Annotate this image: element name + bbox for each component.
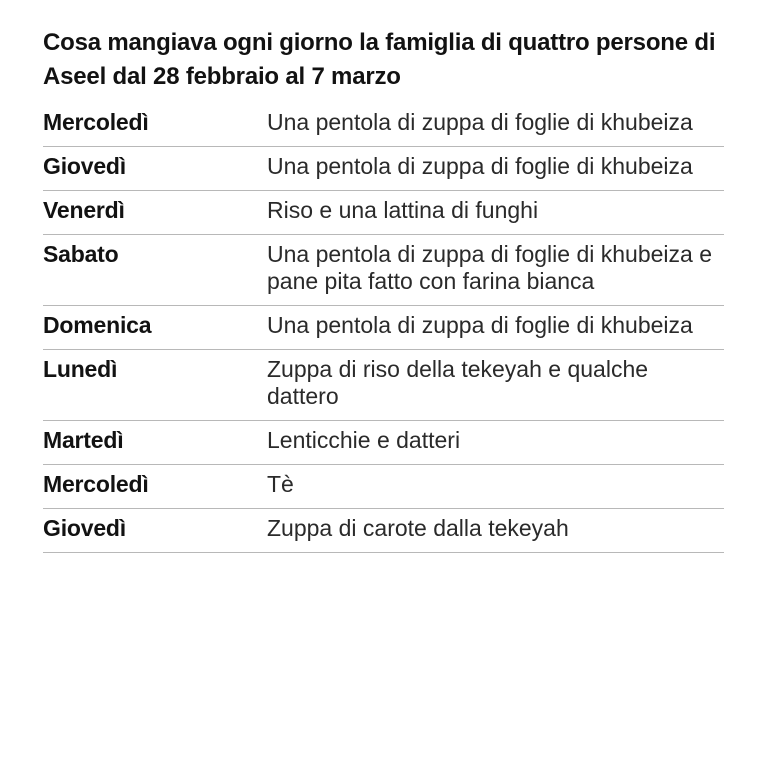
meal-table — [43, 103, 724, 553]
meal-cell: Una pentola di zuppa di foglie di khubeiza — [267, 306, 724, 350]
day-cell: Giovedì — [43, 147, 267, 191]
table-row — [43, 103, 724, 147]
day-cell: Martedì — [43, 421, 267, 465]
table-row — [43, 350, 724, 421]
meal-cell: Lenticchie e datteri — [267, 421, 724, 465]
meal-cell: Tè — [267, 465, 724, 509]
meal-cell: Una pentola di zuppa di foglie di khubeiza — [267, 103, 724, 147]
table-row — [43, 465, 724, 509]
table-row — [43, 306, 724, 350]
meal-cell: Zuppa di riso della tekeyah e qualche dattero — [267, 350, 724, 421]
day-cell: Venerdì — [43, 191, 267, 235]
meal-cell: Riso e una lattina di funghi — [267, 191, 724, 235]
meal-cell: Una pentola di zuppa di foglie di khubeiza e pane pita fatto con farina bianca — [267, 235, 724, 306]
table-row — [43, 147, 724, 191]
day-cell: Lunedì — [43, 350, 267, 421]
table-row — [43, 235, 724, 306]
page-title: Cosa mangiava ogni giorno la famiglia di quattro persone di Aseel dal 28 febbraio al 7 marzo — [43, 29, 716, 90]
meal-cell: Zuppa di carote dalla tekeyah — [267, 509, 724, 553]
day-cell: Mercoledì — [43, 465, 267, 509]
day-cell: Giovedì — [43, 509, 267, 553]
day-cell: Sabato — [43, 235, 267, 306]
table-row — [43, 509, 724, 553]
meal-cell: Una pentola di zuppa di foglie di khubeiza — [267, 147, 724, 191]
day-cell: Mercoledì — [43, 103, 267, 147]
table-row — [43, 191, 724, 235]
table-row — [43, 421, 724, 465]
day-cell: Domenica — [43, 306, 267, 350]
